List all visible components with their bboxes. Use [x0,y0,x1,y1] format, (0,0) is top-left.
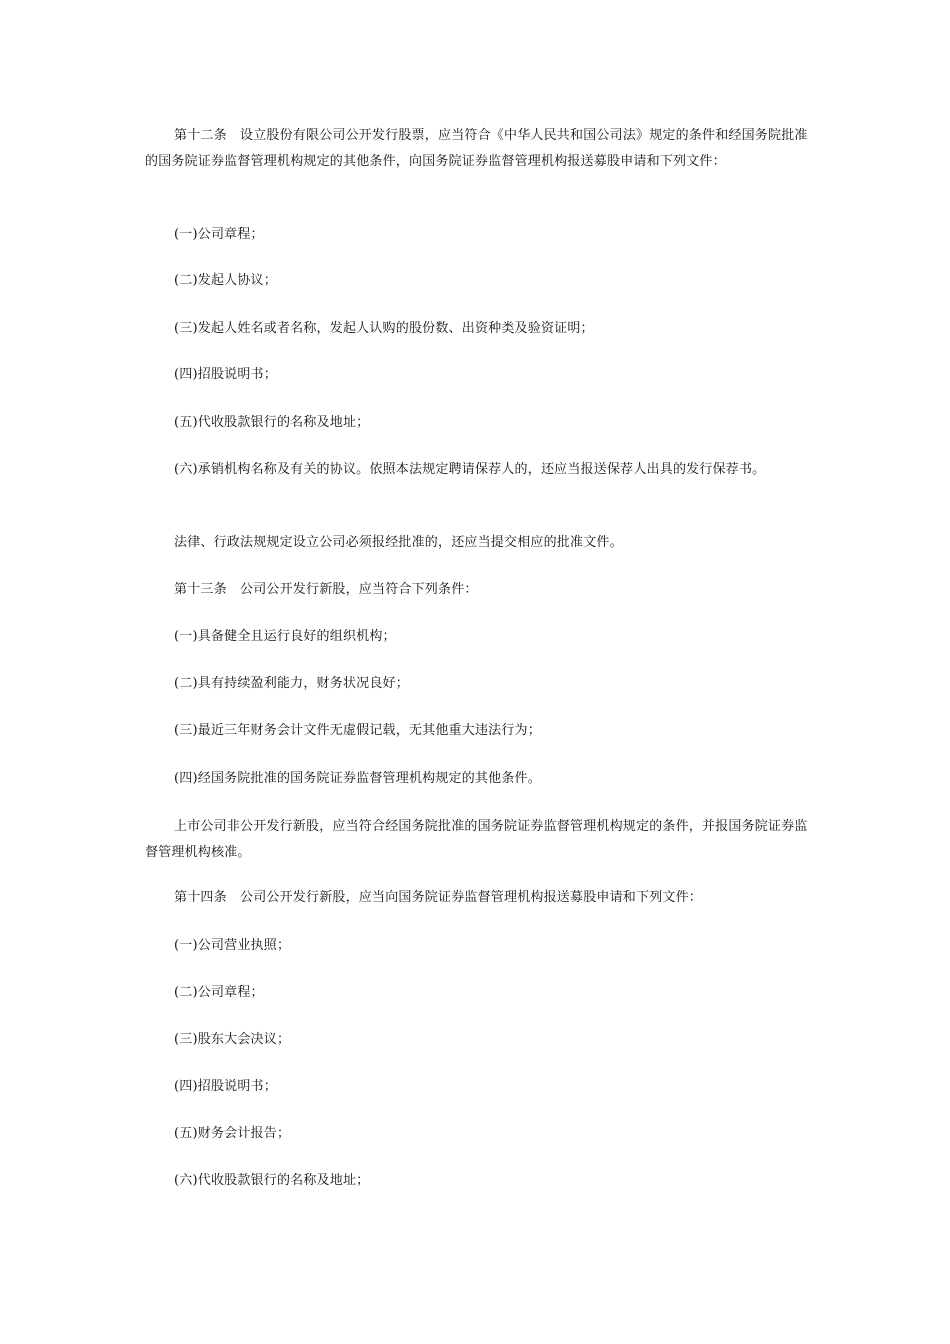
article-14-item-4: (四)招股说明书； [174,1079,277,1094]
article-12-paragraph: 第十二条 设立股份有限公司公开发行股票，应当符合《中华人民共和国公司法》规定的条件和经国务院批准的国务院证券监督管理机构规定的其他条件，向国务院证券监督管理机构报送募股申请和下列文件： [145,128,808,169]
article-12-item-1: (一)公司章程； [174,227,264,242]
article-14-item-3: (三)股东大会决议； [174,1032,291,1047]
article-14-item-1: (一)公司营业执照； [174,938,291,953]
article-14-paragraph: 第十四条 公司公开发行新股，应当向国务院证券监督管理机构报送募股申请和下列文件： [174,890,703,905]
article-12-item-2: (二)发起人协议； [174,273,277,288]
article-12-approval-note: 法律、行政法规规定设立公司必须报经批准的，还应当提交相应的批准文件。 [174,535,623,550]
article-12-item-4: (四)招股说明书； [174,367,277,382]
article-13-paragraph: 第十三条 公司公开发行新股，应当符合下列条件： [174,582,478,597]
article-12-item-5: (五)代收股款银行的名称及地址； [174,415,370,430]
article-13-item-1: (一)具备健全且运行良好的组织机构； [174,629,396,644]
article-13-item-3: (三)最近三年财务会计文件无虚假记载，无其他重大违法行为； [174,723,541,738]
article-13-item-2: (二)具有持续盈利能力，财务状况良好； [174,676,409,691]
article-14-item-6: (六)代收股款银行的名称及地址； [174,1173,370,1188]
article-13-item-4: (四)经国务院批准的国务院证券监督管理机构规定的其他条件。 [174,771,541,786]
article-14-item-2: (二)公司章程； [174,985,264,1000]
article-12-item-3: (三)发起人姓名或者名称，发起人认购的股份数、出资种类及验资证明； [174,321,594,336]
article-13-private-offering-note: 上市公司非公开发行新股，应当符合经国务院批准的国务院证券监督管理机构规定的条件，并报国务院证券监督管理机构核准。 [145,819,808,860]
article-12-item-6: (六)承销机构名称及有关的协议。依照本法规定聘请保荐人的，还应当报送保荐人出具的发行保荐书。 [174,462,766,477]
article-14-item-5: (五)财务会计报告； [174,1126,291,1141]
